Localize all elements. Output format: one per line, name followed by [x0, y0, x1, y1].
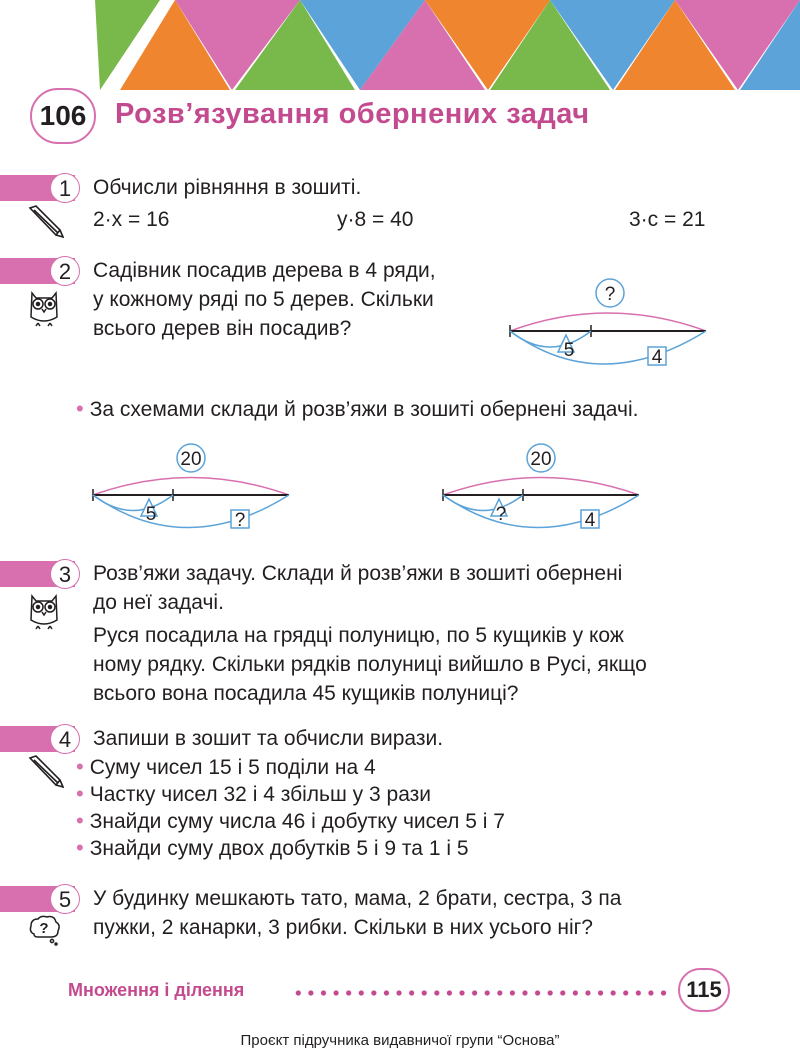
inverse-diagram-2-total: 20 [530, 449, 552, 470]
task-2-diagram-total: ? [604, 284, 616, 305]
task-5-line-2: пужки, 2 канарки, 3 рибки. Скільки в них усього ніг? [93, 916, 593, 939]
task-1-equation-3: 3·c = 21 [629, 208, 706, 231]
pencil-icon [26, 204, 64, 238]
lesson-number-badge [30, 88, 96, 144]
task-4-item-1 [76, 753, 376, 782]
inverse-diagram-2 [435, 440, 650, 540]
thinking-question-icon [28, 914, 62, 946]
owl-icon [26, 287, 62, 327]
task-1-number: 1 [50, 173, 80, 203]
task-4-item-3 [76, 807, 505, 836]
lesson-number: 106 [39, 100, 87, 131]
page-number: 115 [686, 977, 722, 1002]
task-1-equation-1: 2·x = 16 [93, 208, 170, 231]
inverse-diagram-1-count: ? [234, 510, 246, 531]
owl-icon [26, 590, 62, 630]
task-3-problem-line-3: всього вона посадила 45 кущиків полуниці? [93, 682, 519, 705]
svg-text:?: ? [39, 920, 49, 937]
inverse-diagram-1-total: 20 [180, 449, 202, 470]
inverse-diagram-1-part: 5 [145, 504, 157, 525]
bullet-dot: • [76, 808, 84, 833]
publisher-credit: Проєкт підручника видавничої групи “Основа” [240, 1032, 560, 1049]
bullet-dot: • [76, 835, 84, 860]
task-2-sub-instruction: За схемами склади й розв’яжи в зошиті обернені задачі. [89, 398, 639, 421]
task-2-diagram-count: 4 [651, 347, 663, 368]
task-2-diagram [500, 275, 715, 375]
task-5-line-1: У будинку мешкають тато, мама, 2 брати, сестра, 3 па [93, 887, 622, 910]
footer-section-title: Множення і ділення [68, 980, 245, 1000]
task-4-item-3-text: Знайди суму числа 46 і добутку чисел 5 і 7 [89, 810, 505, 833]
inverse-diagram-2-count: 4 [584, 510, 596, 531]
inverse-diagram-2-part: ? [495, 504, 507, 525]
footer-dotted-leader [292, 990, 672, 996]
task-4-item-1-text: Суму чисел 15 і 5 поділи на 4 [89, 756, 376, 779]
task-4-item-4 [76, 834, 469, 863]
bullet-dot: • [76, 396, 84, 421]
task-1-equation-2: y·8 = 40 [337, 208, 414, 231]
top-banner [0, 0, 800, 90]
bullet-dot: • [76, 781, 84, 806]
task-2-line-2: у кожному ряді по 5 дерев. Скільки [93, 288, 434, 311]
task-2-diagram-part: 5 [563, 340, 575, 361]
task-4-item-2 [76, 780, 431, 809]
task-3-line-1: Розв’яжи задачу. Склади й розв’яжи в зошиті обернені [93, 562, 623, 585]
task-2-line-3: всього дерев він посадив? [93, 317, 352, 340]
task-4-number: 4 [50, 724, 80, 754]
task-3-line-2: до неї задачі. [93, 591, 224, 614]
lesson-title: Розв’язування обернених задач [115, 98, 590, 130]
task-2-sub-instruction-row [76, 395, 638, 424]
task-4-instruction: Запиши в зошит та обчисли вирази. [93, 727, 444, 750]
pencil-icon [26, 754, 64, 788]
inverse-diagram-1 [85, 440, 300, 540]
page-number-badge [678, 968, 730, 1012]
task-5-number: 5 [50, 884, 80, 914]
task-3-problem-line-2: ному рядку. Скільки рядків полуниці вийшло в Русі, якщо [93, 653, 647, 676]
task-3-problem-line-1: Руся посадила на грядці полуницю, по 5 кущиків у кож [93, 624, 624, 647]
task-2-number: 2 [50, 256, 80, 286]
task-2-line-1: Садівник посадив дерева в 4 ряди, [93, 259, 436, 282]
task-1-instruction: Обчисли рівняння в зошиті. [93, 176, 362, 199]
task-4-item-4-text: Знайди суму двох добутків 5 і 9 та 1 і 5 [89, 837, 469, 860]
task-3-number: 3 [50, 559, 80, 589]
bullet-dot: • [76, 754, 84, 779]
task-4-item-2-text: Частку чисел 32 і 4 збільш у 3 рази [89, 783, 431, 806]
